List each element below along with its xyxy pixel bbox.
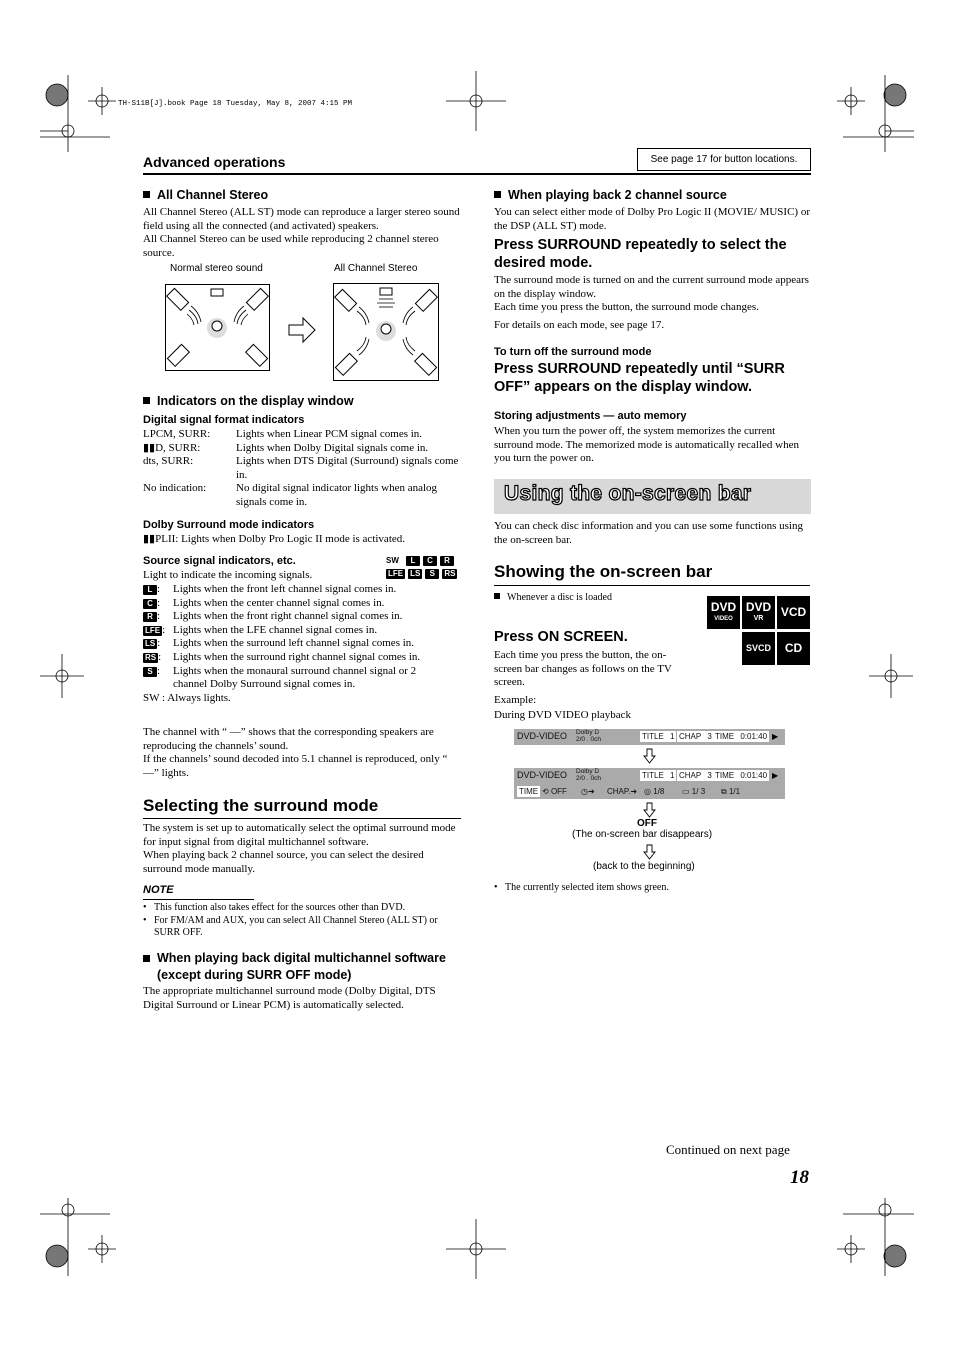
press-on-screen: Press ON SCREEN. bbox=[494, 629, 628, 645]
selecting-surround-title: Selecting the surround mode bbox=[143, 796, 379, 815]
repeat-icon: ⟲ bbox=[542, 787, 549, 796]
source-indicators-intro: Light to indicate the incoming signals. bbox=[143, 569, 313, 581]
list-item: dts, SURR: Lights when DTS Digital (Surround) signals come in. bbox=[143, 455, 459, 481]
off-label: OFF bbox=[637, 818, 657, 829]
dvd-vr-logo: DVD VR bbox=[742, 596, 775, 629]
continued-note: Continued on next page bbox=[666, 1142, 790, 1157]
time-search-button[interactable]: ◷➜ bbox=[581, 787, 595, 796]
whenever-note: Whenever a disc is loaded bbox=[494, 592, 612, 605]
list-item: • For FM/AM and AUX, you can select All Channel Stereo (ALL ST) or SURR OFF. bbox=[143, 914, 438, 939]
badge-lfe: LFE bbox=[388, 569, 404, 578]
subtitle-icon: ▭ bbox=[682, 787, 690, 796]
list-item: L : Lights when the front left channel signal comes in. bbox=[143, 583, 443, 597]
selected-note: • The currently selected item shows green. bbox=[494, 882, 669, 893]
badge-s: S bbox=[425, 569, 439, 579]
file-header: TH-S11B[J].book Page 18 Tuesday, May 8, 2007 4:15 PM bbox=[118, 100, 353, 108]
storing-heading: Storing adjustments — auto memory bbox=[494, 410, 687, 422]
onscreen-banner-title: Using the on-screen bar bbox=[504, 482, 752, 505]
note-rule bbox=[143, 899, 254, 900]
badge-c: C bbox=[423, 556, 437, 566]
arrow-down-icon bbox=[643, 844, 656, 860]
arrow-right-icon bbox=[287, 316, 317, 344]
audio-icon: ◎ bbox=[644, 787, 651, 796]
note-list bbox=[143, 902, 461, 940]
digital-indicator-list bbox=[143, 428, 461, 510]
chapter-field: CHAP 3 bbox=[679, 771, 712, 780]
press-on-screen-body: Each time you press the button, the on-screen bar changes as follows on the TV screen. bbox=[494, 649, 672, 689]
list-item: ▮▮D, SURR: Lights when Dolby Digital signals come in. bbox=[143, 441, 429, 454]
header-rule bbox=[143, 173, 811, 175]
camera-icon: ⧉ bbox=[721, 787, 727, 796]
onscreen-intro: You can check disc information and you can use some functions using the on-screen bar. bbox=[494, 520, 803, 546]
all-channel-stereo-heading: All Channel Stereo bbox=[143, 188, 268, 202]
during-label: During DVD VIDEO playback bbox=[494, 709, 631, 721]
onscreen-banner bbox=[494, 479, 811, 514]
surround-instruction: Press SURROUND repeatedly to select the desired mode. bbox=[494, 237, 787, 271]
list-item: S : Lights when the monaural surround channel signal or 2 channel Dolby Surround signal comes in. bbox=[143, 665, 443, 692]
channel-note: The channel with “ —” shows that the corresponding speakers are reproducing the channels’ sound. If the channels’ sound decoded into 5.1 channel is reproduced, only “ —” lights. bbox=[143, 726, 448, 779]
onscreen-bar-2 bbox=[514, 768, 785, 799]
play-icon: ▶ bbox=[772, 732, 779, 741]
chapter-search-button[interactable]: CHAP.➜ bbox=[607, 787, 638, 796]
list-item: LS : Lights when the surround left channel signal comes in. bbox=[145, 637, 415, 650]
repeat-off-button[interactable]: ⟲ OFF bbox=[542, 787, 567, 796]
list-item: No indication: No digital signal indicator lights when analog signals come in. bbox=[143, 482, 438, 508]
badge-l: L bbox=[406, 556, 420, 566]
section-rule bbox=[143, 818, 461, 819]
audio-button[interactable]: ◎ 1/8 bbox=[644, 787, 665, 796]
section-rule bbox=[494, 585, 810, 586]
normal-stereo-diagram bbox=[165, 284, 270, 372]
badge-rs: RS bbox=[444, 569, 456, 578]
turn-off-instruction: Press SURROUND repeatedly until “SURR OFF” appears on the display window. bbox=[494, 361, 785, 395]
two-channel-heading: When playing back 2 channel source bbox=[494, 188, 727, 202]
chapter-field: CHAP 3 bbox=[679, 732, 712, 741]
dolby-indicators-text: ▮▮PLII: Lights when Dolby Pro Logic II mode is activated. bbox=[143, 533, 406, 545]
badge-sw: SW bbox=[386, 556, 399, 565]
list-item: LPCM, SURR: Lights when Linear PCM signal comes in. bbox=[143, 428, 423, 440]
source-label: DVD-VIDEO bbox=[517, 731, 568, 741]
list-item: R : Lights when the front right channel signal comes in. bbox=[143, 610, 443, 624]
play-icon: ▶ bbox=[772, 771, 779, 780]
subtitle-button[interactable]: ▭ 1/ 3 bbox=[682, 787, 706, 796]
time-field: TIME 0:01:40 bbox=[715, 732, 768, 741]
dvd-video-logo: DVD VIDEO bbox=[707, 596, 740, 629]
multichannel-heading: When playing back digital multichannel software (except during SURR OFF mode) bbox=[143, 950, 461, 984]
audio-format: Dolby D 2/0 . 0ch bbox=[576, 768, 601, 782]
off-caption: (The on-screen bar disappears) bbox=[572, 829, 713, 840]
two-channel-body: You can select either mode of Dolby Pro Logic II (MOVIE/ MUSIC) or the DSP (ALL ST) mode. bbox=[494, 206, 810, 232]
all-channel-stereo-diagram bbox=[333, 283, 439, 381]
angle-button[interactable]: ⧉ 1/1 bbox=[721, 787, 741, 796]
all-channel-stereo-body: All Channel Stereo (ALL ST) mode can reproduce a larger stereo sound field using all the connected (and activated) speakers. All Channel Stereo can be used while reproducing 2 channel stereo source. bbox=[143, 206, 460, 259]
back-to-beginning: (back to the beginning) bbox=[593, 861, 695, 872]
title-field: TITLE 1 bbox=[642, 732, 675, 741]
cd-logo: CD bbox=[777, 632, 810, 665]
list-item: C : Lights when the center channel signal comes in. bbox=[143, 597, 443, 611]
list-item: LFE : Lights when the LFE channel signal comes in. bbox=[145, 623, 378, 636]
turn-off-heading: To turn off the surround mode bbox=[494, 346, 652, 358]
showing-onscreen-title: Showing the on-screen bar bbox=[494, 562, 713, 581]
title-field: TITLE 1 bbox=[642, 771, 675, 780]
example-label: Example: bbox=[494, 694, 537, 706]
selecting-surround-body: The system is set up to automatically select the optimal surround mode for input signal from digital multichannel software. When playing back 2 channel source, you can select the desired surround mode manually. bbox=[143, 822, 456, 875]
see-page-note: See page 17 for button locations. bbox=[637, 148, 811, 171]
time-field: TIME 0:01:40 bbox=[715, 771, 768, 780]
badge-r: R bbox=[440, 556, 454, 566]
onscreen-bar-1 bbox=[514, 729, 785, 745]
running-head: Advanced operations bbox=[143, 154, 286, 170]
indicators-heading: Indicators on the display window bbox=[143, 394, 354, 408]
arrow-down-icon bbox=[643, 802, 656, 818]
arrow-down-icon bbox=[643, 748, 656, 764]
audio-format: Dolby D 2/0 . 0ch bbox=[576, 729, 601, 743]
badge-ls: LS bbox=[410, 569, 421, 578]
label-normal-stereo: Normal stereo sound bbox=[170, 263, 263, 274]
page-number: 18 bbox=[790, 1167, 809, 1188]
source-indicator-badges bbox=[386, 556, 462, 579]
surround-instruction-body: The surround mode is turned on and the current surround mode appears on the display window. Each time you press the button, the surround mode changes. bbox=[494, 274, 809, 314]
source-indicators-heading: Source signal indicators, etc. bbox=[143, 555, 296, 567]
list-item: • This function also takes effect for the sources other than DVD. bbox=[143, 902, 406, 913]
storing-body: When you turn the power off, the system memorizes the current surround mode. The memorized mode is automatically recalled when you turn the power on. bbox=[494, 425, 799, 465]
vcd-logo: VCD bbox=[777, 596, 810, 629]
digital-indicators-heading: Digital signal format indicators bbox=[143, 414, 305, 426]
sw-row: SW : Always lights. bbox=[143, 691, 231, 704]
svcd-logo: SVCD bbox=[742, 632, 775, 665]
source-indicator-list bbox=[143, 583, 443, 705]
clock-icon: ◷ bbox=[581, 787, 588, 796]
details-note: For details on each mode, see page 17. bbox=[494, 319, 665, 331]
source-label: DVD-VIDEO bbox=[517, 770, 568, 780]
label-all-channel-stereo: All Channel Stereo bbox=[334, 263, 418, 274]
multichannel-body: The appropriate multichannel surround mode (Dolby Digital, DTS Digital Surround or Linear PCM) is automatically selected. bbox=[143, 985, 436, 1011]
note-label: NOTE bbox=[143, 884, 174, 896]
dolby-indicators-heading: Dolby Surround mode indicators bbox=[143, 519, 315, 531]
list-item: RS : Lights when the surround right channel signal comes in. bbox=[145, 650, 421, 663]
time-button[interactable]: TIME bbox=[519, 787, 539, 796]
